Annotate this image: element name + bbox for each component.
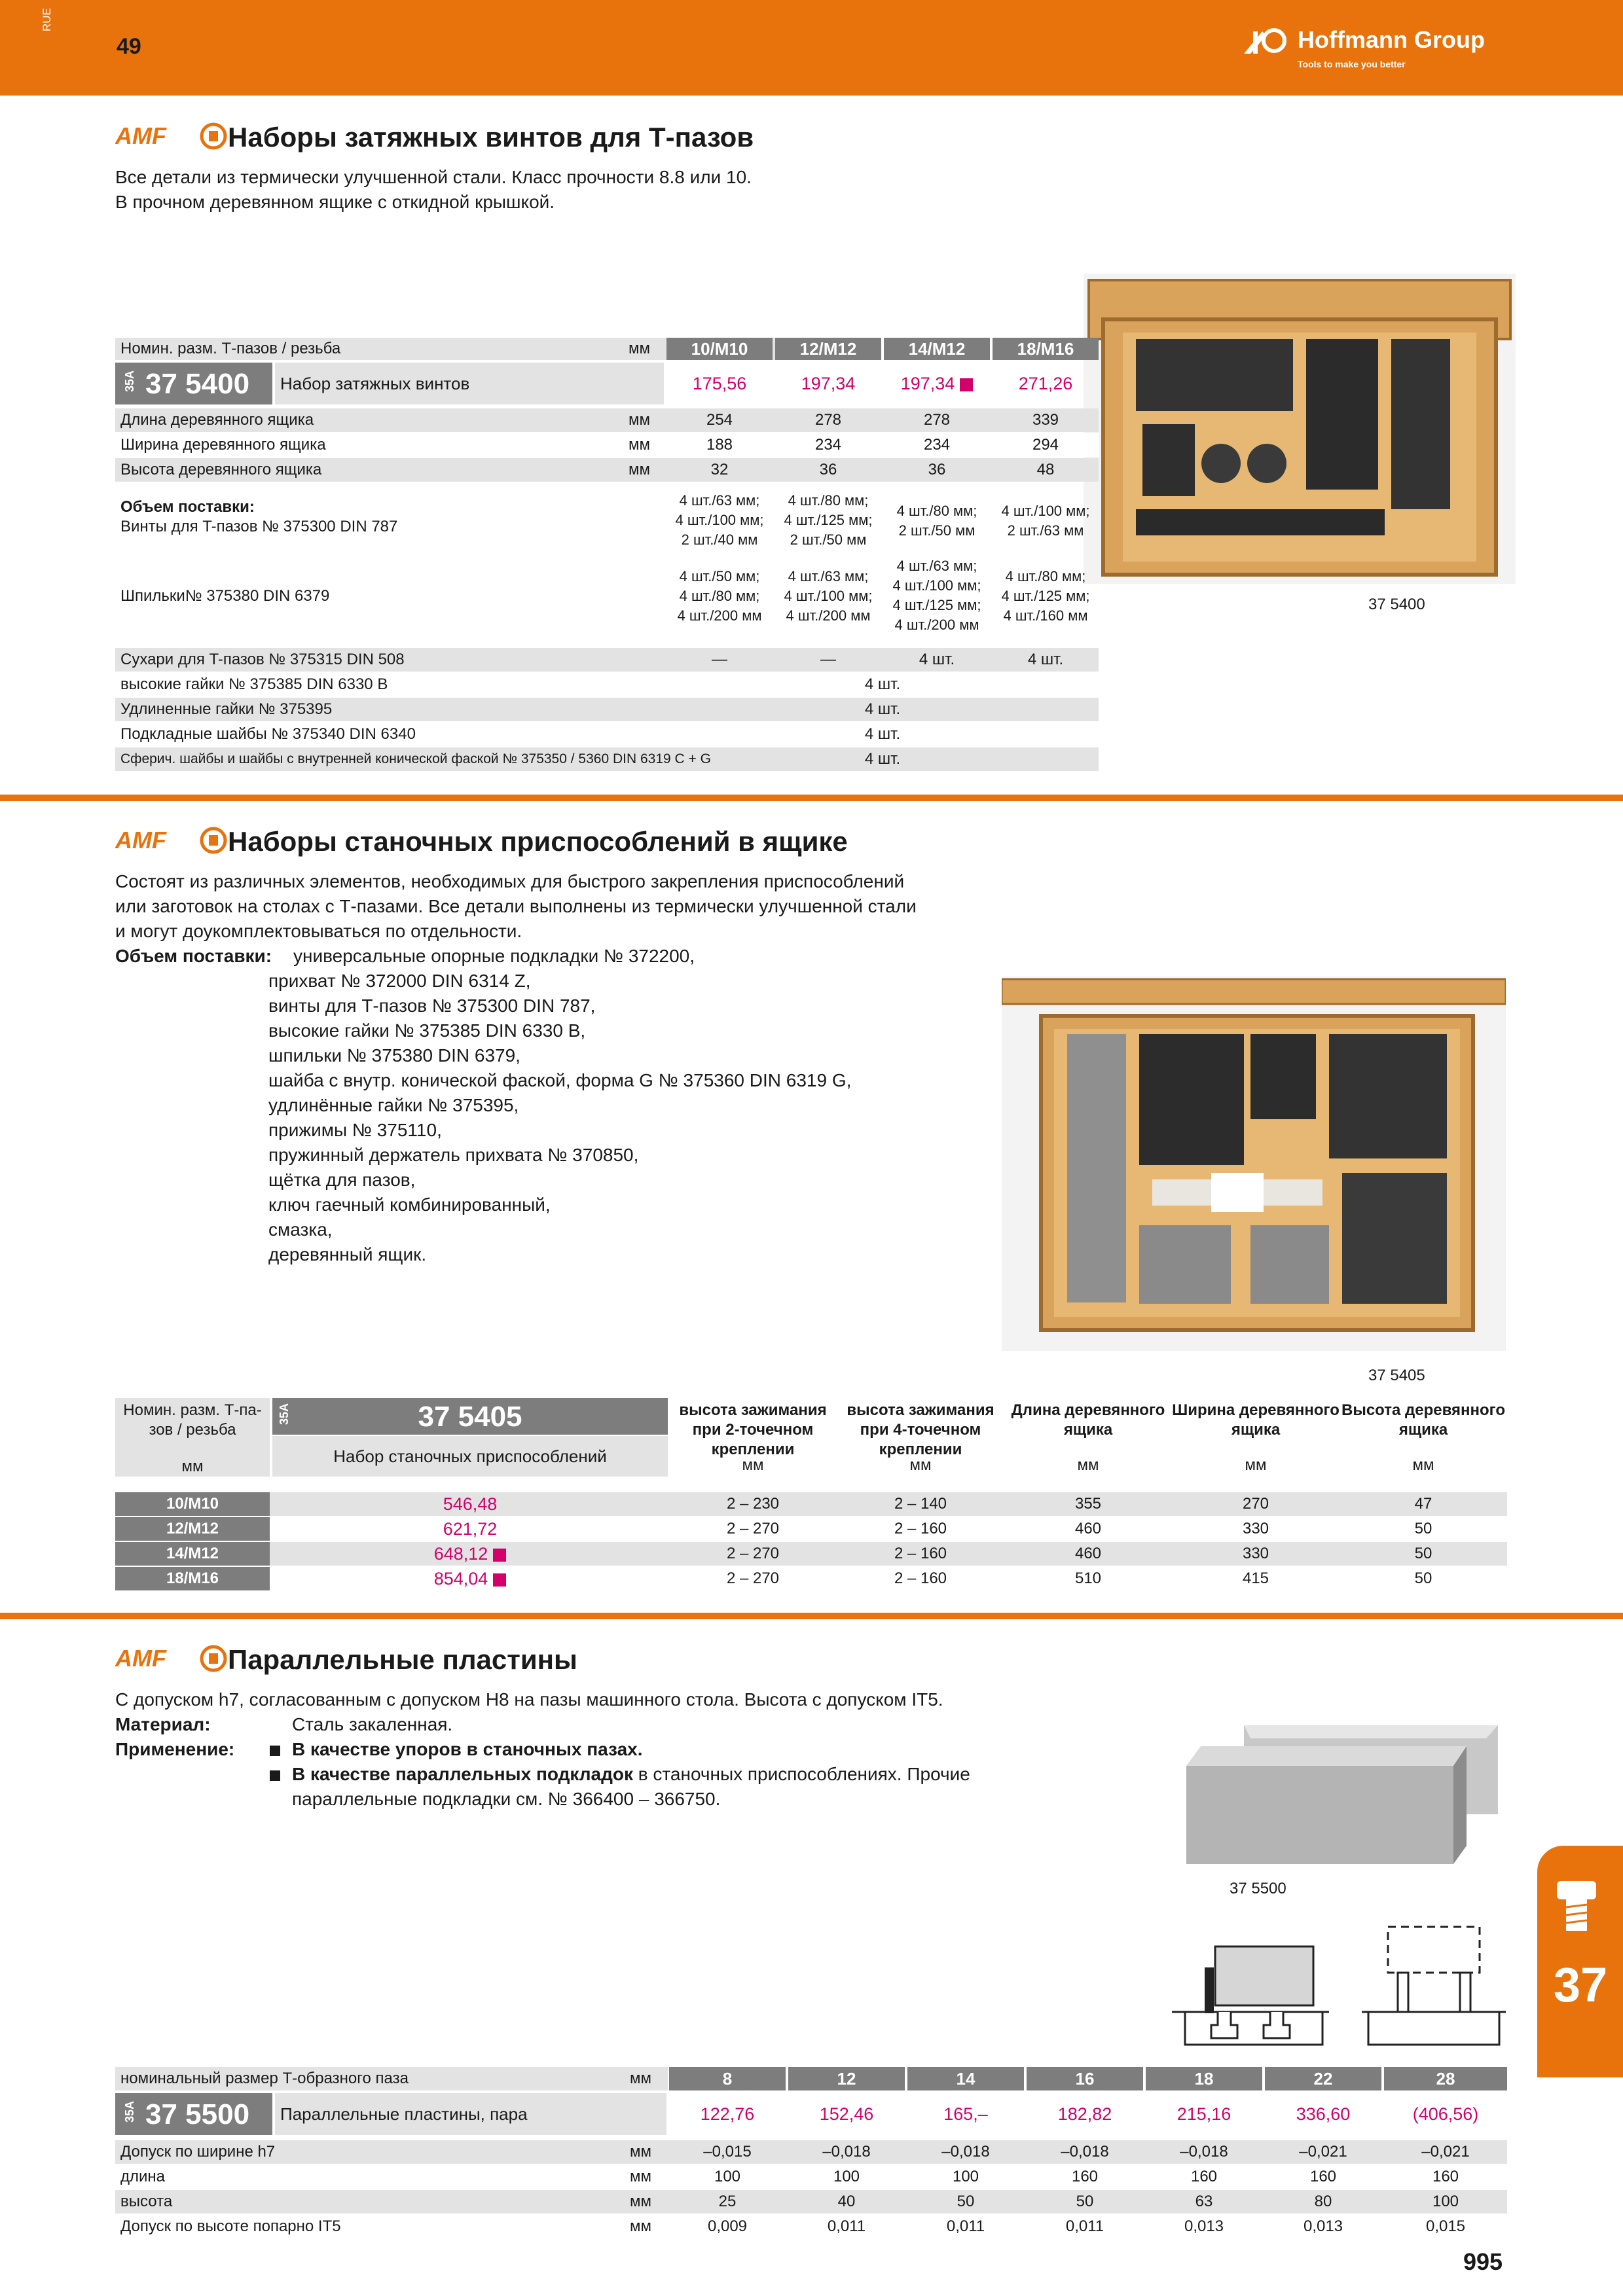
row-value: 50 bbox=[957, 2193, 975, 2210]
row-value: 63 bbox=[1195, 2193, 1213, 2210]
material-label: Материал: bbox=[115, 1714, 211, 1734]
col-header-12m12: 12/M12 bbox=[775, 338, 881, 360]
col-header-10m10: 10/M10 bbox=[666, 338, 773, 360]
new-price-marker-icon bbox=[493, 1549, 506, 1562]
row-value: 160 bbox=[1071, 2168, 1099, 2185]
screws-cell: 4 шт./100 мм; 2 шт./63 мм bbox=[1001, 503, 1090, 539]
col-header: 28 bbox=[1384, 2067, 1507, 2090]
row-value: 160 bbox=[1309, 2168, 1337, 2185]
section-title-fixture-sets: Наборы станочных приспособлений в ящике bbox=[228, 826, 848, 857]
product-image-375400 bbox=[1084, 274, 1516, 584]
merged-value: 4 шт. bbox=[864, 750, 901, 768]
row-value: 234 bbox=[923, 436, 951, 454]
amf-logo-icon bbox=[115, 122, 230, 151]
scope-title: Объем поставки: bbox=[120, 498, 255, 516]
row-value: 48 bbox=[1036, 461, 1055, 478]
price-cell bbox=[272, 1567, 668, 1590]
col-header-18m16: 18/M16 bbox=[993, 338, 1099, 360]
image-caption-375400: 37 5400 bbox=[1368, 596, 1425, 613]
spec-value: 510 bbox=[1074, 1570, 1102, 1587]
chapter-number: 37 bbox=[1553, 1958, 1608, 2012]
application-item: В качестве параллельных подкладок в станочных приспособлениях. Прочие bbox=[270, 1762, 970, 1787]
row-label: Длина деревянного ящика bbox=[120, 411, 314, 429]
row-value: 0,013 bbox=[1303, 2217, 1343, 2235]
spec-header: Ширина деревянного ящика bbox=[1172, 1401, 1340, 1439]
row-value: 294 bbox=[1032, 436, 1059, 454]
row-unit: мм bbox=[630, 2168, 651, 2185]
spec-value: 2 – 270 bbox=[726, 1570, 780, 1587]
svg-text:AMF: AMF bbox=[115, 1645, 166, 1672]
col-header: 12 bbox=[788, 2067, 905, 2090]
row-value: –0,021 bbox=[1421, 2143, 1470, 2161]
row-value: –0,018 bbox=[1180, 2143, 1228, 2161]
article-number: 37 5405 bbox=[418, 1401, 522, 1433]
price: 122,76 bbox=[700, 2104, 755, 2124]
price: 197,34 bbox=[900, 374, 955, 393]
row-value: 100 bbox=[714, 2168, 741, 2185]
article-number: 37 5500 bbox=[145, 2098, 250, 2130]
row-value: –0,018 bbox=[941, 2143, 990, 2161]
spec-header: высота зажимания при 4-точечном креплении bbox=[847, 1401, 994, 1458]
application-item-cont: параллельные подкладки см. № 366400 – 366750. bbox=[292, 1789, 721, 1809]
tslot-screw-icon bbox=[1552, 1878, 1601, 1933]
image-caption-375500: 37 5500 bbox=[1230, 1880, 1286, 1897]
studs-row bbox=[115, 556, 1099, 640]
application-label: Применение: bbox=[115, 1739, 235, 1759]
merged-label: высокие гайки № 375385 DIN 6330 B bbox=[120, 675, 388, 693]
spec-headers bbox=[669, 1398, 1507, 1477]
row-value: 278 bbox=[814, 411, 842, 429]
spec-unit: мм bbox=[1077, 1456, 1099, 1474]
size-cell: 12/M12 bbox=[115, 1517, 270, 1541]
spec-value: 2 – 160 bbox=[894, 1545, 947, 1562]
spec-value: 2 – 270 bbox=[726, 1545, 780, 1562]
header-unit: мм bbox=[629, 340, 650, 357]
spec-value: 460 bbox=[1074, 1520, 1102, 1537]
studs-label: Шпильки№ 375380 DIN 6379 bbox=[120, 587, 330, 605]
brand-tagline: Tools to make you better bbox=[1298, 59, 1406, 69]
section-description: Все детали из термически улучшенной стали. Класс прочности 8.8 или 10. В прочном деревянном ящике с откидной крышкой. bbox=[115, 167, 752, 212]
article-label: Набор станочных приспособлений bbox=[272, 1436, 668, 1477]
bullet-icon bbox=[270, 1770, 280, 1781]
price: 197,34 bbox=[801, 374, 856, 393]
slot-value: 4 шт. bbox=[919, 651, 955, 668]
tslot-table-body bbox=[115, 338, 1099, 776]
spec-value: 2 – 230 bbox=[726, 1495, 780, 1513]
material-value: Сталь закаленная. bbox=[292, 1714, 453, 1734]
row-value: 80 bbox=[1314, 2193, 1332, 2210]
merged-value: 4 шт. bbox=[864, 700, 901, 718]
size-cell: 14/M12 bbox=[115, 1542, 270, 1566]
row-unit: мм bbox=[630, 2193, 651, 2210]
screws-label: Винты для T-пазов № 375300 DIN 787 bbox=[120, 518, 398, 535]
price-group: 35A bbox=[123, 2100, 137, 2123]
col-header: 18 bbox=[1146, 2067, 1262, 2090]
usage-diagram bbox=[1172, 1914, 1512, 2051]
row-label: высота bbox=[120, 2193, 173, 2210]
screws-cell: 4 шт./80 мм; 2 шт./50 мм bbox=[896, 503, 977, 539]
section-title-parallel-plates: Параллельные пластины bbox=[228, 1644, 577, 1675]
section-divider bbox=[0, 795, 1623, 801]
row-label: Ширина деревянного ящика bbox=[120, 436, 326, 454]
row-value: 188 bbox=[706, 436, 733, 454]
row-value: –0,015 bbox=[703, 2143, 752, 2161]
spec-value: 50 bbox=[1414, 1570, 1432, 1587]
svg-text:AMF: AMF bbox=[115, 827, 166, 853]
merged-value: 4 шт. bbox=[864, 675, 901, 693]
spec-value: 47 bbox=[1414, 1495, 1432, 1513]
brand-name: Hoffmann Group bbox=[1298, 26, 1485, 53]
col-header: 22 bbox=[1265, 2067, 1381, 2090]
spec-header: Высота деревянного ящика bbox=[1341, 1401, 1506, 1439]
spec-value: 460 bbox=[1074, 1545, 1102, 1562]
section-description: С допуском h7, согласованным с допуском H8 на пазы машинного стола. Высота с допуском IT5. bbox=[115, 1689, 943, 1710]
size-cell: 10/M10 bbox=[115, 1492, 270, 1516]
slot-value: 4 шт. bbox=[1027, 651, 1064, 668]
price: 182,82 bbox=[1057, 2104, 1112, 2124]
row-label: длина bbox=[120, 2168, 166, 2185]
row-value: 100 bbox=[1432, 2193, 1459, 2210]
size-cell: 18/M16 bbox=[115, 1567, 270, 1590]
row-value: 0,011 bbox=[1065, 2217, 1104, 2235]
col-header: 16 bbox=[1027, 2067, 1143, 2090]
studs-cell: 4 шт./63 мм; 4 шт./100 мм; 4 шт./125 мм; 4 шт./200 мм bbox=[892, 558, 981, 633]
slot-value: — bbox=[820, 651, 836, 668]
spec-value: 330 bbox=[1242, 1520, 1269, 1537]
header-label: номинальный размер Т-образного паза bbox=[120, 2070, 409, 2087]
price-group: 35A bbox=[278, 1403, 291, 1426]
amf-logo-icon bbox=[115, 826, 230, 855]
row-label: Допуск по высоте попарно IT5 bbox=[120, 2217, 341, 2235]
size-unit: мм bbox=[181, 1458, 204, 1475]
price: 336,60 bbox=[1296, 2104, 1351, 2124]
page-number-left: 49 bbox=[117, 34, 141, 59]
row-value: 36 bbox=[928, 461, 946, 478]
product-image-375405 bbox=[1002, 977, 1506, 1351]
scope-list: универсальные опорные подкладки № 372200, прихват № 372000 DIN 6314 Z, винты для Т-пазов № 375300 DIN 787, высокие гайки № 375385 DIN 6330 B, шпильки № 375380 DIN 6379, шайба с внутр. конической фаской, форма G № 375360 DIN 6319 G, удлинённые гайки № 375395, прижимы № 375110, пружинный держатель прихвата № 370850, щётка для пазов, ключ гаечный комбинированный, смазка, деревянный ящик. bbox=[268, 946, 852, 1265]
row-value: 160 bbox=[1190, 2168, 1218, 2185]
row-unit: мм bbox=[630, 2143, 651, 2161]
row-value: 100 bbox=[952, 2168, 979, 2185]
amf-logo-icon bbox=[115, 1644, 230, 1673]
merged-label: Сферич. шайбы и шайбы с внутренней конической фаской № 375350 / 5360 DIN 6319 C + G bbox=[120, 751, 711, 766]
col-header: 8 bbox=[669, 2067, 786, 2090]
svg-text:AMF: AMF bbox=[115, 122, 166, 149]
price: 621,72 bbox=[443, 1519, 498, 1539]
row-value: 0,011 bbox=[827, 2217, 866, 2235]
size-column-header: Номин. разм. Т-па-зов / резьба bbox=[123, 1401, 262, 1439]
section-title-tslot-screws: Наборы затяжных винтов для Т-пазов bbox=[228, 122, 754, 152]
row-label: Высота деревянного ящика bbox=[120, 461, 322, 478]
spec-value: 2 – 270 bbox=[726, 1520, 780, 1537]
page-number-right: 995 bbox=[1463, 2248, 1503, 2275]
row-value: 0,015 bbox=[1425, 2217, 1466, 2235]
new-price-marker-icon bbox=[960, 378, 973, 391]
spec-value: 415 bbox=[1242, 1570, 1269, 1587]
price: 215,16 bbox=[1176, 2104, 1231, 2124]
row-value: 234 bbox=[814, 436, 842, 454]
spec-value: 50 bbox=[1414, 1545, 1432, 1562]
article-label: Набор затяжных винтов bbox=[275, 363, 664, 404]
spec-value: 355 bbox=[1074, 1495, 1102, 1513]
row-value: –0,018 bbox=[1061, 2143, 1109, 2161]
spec-value: 2 – 140 bbox=[894, 1495, 947, 1513]
spec-value: 270 bbox=[1242, 1495, 1269, 1513]
price: 854,04 bbox=[433, 1569, 488, 1588]
studs-cell: 4 шт./50 мм; 4 шт./80 мм; 4 шт./200 мм bbox=[677, 568, 762, 624]
studs-cell: 4 шт./63 мм; 4 шт./100 мм; 4 шт./200 мм bbox=[784, 568, 873, 624]
row-value: 254 bbox=[706, 411, 733, 429]
merged-label: Подкладные шайбы № 375340 DIN 6340 bbox=[120, 725, 416, 743]
application-item: В качестве упоров в станочных пазах. bbox=[270, 1737, 643, 1762]
section-description: Состоят из различных элементов, необходимых для быстрого закрепления приспособлений или заготовок на столах с Т-пазами. Все детали выполнены из термически улучшенной стали и могут доукомплектовываться по отдельности. bbox=[115, 871, 917, 941]
row-label: Допуск по ширине h7 bbox=[120, 2143, 276, 2161]
spec-unit: мм bbox=[1412, 1456, 1434, 1474]
spec-value: 330 bbox=[1242, 1545, 1269, 1562]
row-unit: мм bbox=[630, 2217, 651, 2235]
section-divider bbox=[0, 1613, 1623, 1619]
fixture-sets-table bbox=[115, 1398, 1507, 1594]
language-code: RUE bbox=[41, 8, 53, 31]
price: 165,– bbox=[943, 2104, 988, 2124]
row-value: 278 bbox=[923, 411, 951, 429]
price-cell bbox=[272, 1542, 668, 1566]
article-cell bbox=[272, 1398, 668, 1435]
row-value: –0,021 bbox=[1299, 2143, 1347, 2161]
price: (406,56) bbox=[1412, 2104, 1479, 2124]
article-cell bbox=[115, 2093, 272, 2135]
spec-header: Длина деревянного ящика bbox=[1011, 1401, 1165, 1439]
studs-cell: 4 шт./80 мм; 4 шт./125 мм; 4 шт./160 мм bbox=[1001, 568, 1090, 624]
row-unit: мм bbox=[629, 436, 650, 454]
spec-unit: мм bbox=[1245, 1456, 1267, 1474]
row-value: –0,018 bbox=[822, 2143, 871, 2161]
hoffmann-logo-icon bbox=[1244, 26, 1290, 59]
row-value: 40 bbox=[837, 2193, 856, 2210]
spec-unit: мм bbox=[909, 1456, 932, 1474]
row-value: 160 bbox=[1432, 2168, 1459, 2185]
row-value: 25 bbox=[718, 2193, 737, 2210]
article-label: Параллельные пластины, пара bbox=[275, 2093, 666, 2135]
screws-cell: 4 шт./80 мм; 4 шт./125 мм; 2 шт./50 мм bbox=[784, 492, 873, 548]
slot-value: — bbox=[712, 651, 727, 668]
new-price-marker-icon bbox=[493, 1573, 506, 1587]
row-value: 100 bbox=[833, 2168, 860, 2185]
spec-unit: мм bbox=[742, 1456, 764, 1474]
row-value: 0,009 bbox=[707, 2217, 748, 2235]
price-cell bbox=[884, 363, 990, 404]
parallel-plates-table bbox=[115, 2067, 1507, 2237]
row-unit: мм bbox=[629, 411, 650, 429]
slot-label: Сухари для T-пазов № 375315 DIN 508 bbox=[120, 651, 405, 668]
bullet-icon bbox=[270, 1746, 280, 1756]
merged-label: Удлиненные гайки № 375395 bbox=[120, 700, 333, 718]
header-unit: мм bbox=[630, 2070, 651, 2087]
row-unit: мм bbox=[629, 461, 650, 478]
price: 271,26 bbox=[1018, 374, 1073, 393]
header-label: Номин. разм. Т-пазов / резьба bbox=[115, 338, 776, 360]
brand-block[interactable] bbox=[1244, 26, 1519, 79]
spec-value: 2 – 160 bbox=[894, 1520, 947, 1537]
col-header: 14 bbox=[907, 2067, 1024, 2090]
row-value: 0,011 bbox=[946, 2217, 985, 2235]
screws-cell: 4 шт./63 мм; 4 шт./100 мм; 2 шт./40 мм bbox=[675, 492, 764, 548]
image-caption-375405: 37 5405 bbox=[1368, 1367, 1425, 1384]
price-group: 35A bbox=[123, 370, 137, 393]
row-value: 36 bbox=[819, 461, 837, 478]
price: 175,56 bbox=[692, 374, 747, 393]
spec-value: 2 – 160 bbox=[894, 1570, 947, 1587]
row-value: 339 bbox=[1032, 411, 1059, 429]
spec-header: высота зажимания при 2-точечном креплении bbox=[679, 1401, 827, 1458]
article-cell bbox=[115, 363, 272, 404]
spec-value: 50 bbox=[1414, 1520, 1432, 1537]
screws-row bbox=[115, 490, 1099, 552]
price: 152,46 bbox=[819, 2104, 874, 2124]
col-header-14m12: 14/M12 bbox=[884, 338, 990, 360]
merged-value: 4 шт. bbox=[864, 725, 901, 743]
row-value: 32 bbox=[710, 461, 729, 478]
price: 648,12 bbox=[433, 1544, 488, 1564]
article-number: 37 5400 bbox=[145, 368, 250, 400]
price: 546,48 bbox=[443, 1494, 498, 1514]
row-value: 50 bbox=[1076, 2193, 1094, 2210]
scope-title: Объем поставки: bbox=[115, 946, 272, 966]
row-value: 0,013 bbox=[1184, 2217, 1224, 2235]
product-image-375500 bbox=[1178, 1720, 1506, 1867]
